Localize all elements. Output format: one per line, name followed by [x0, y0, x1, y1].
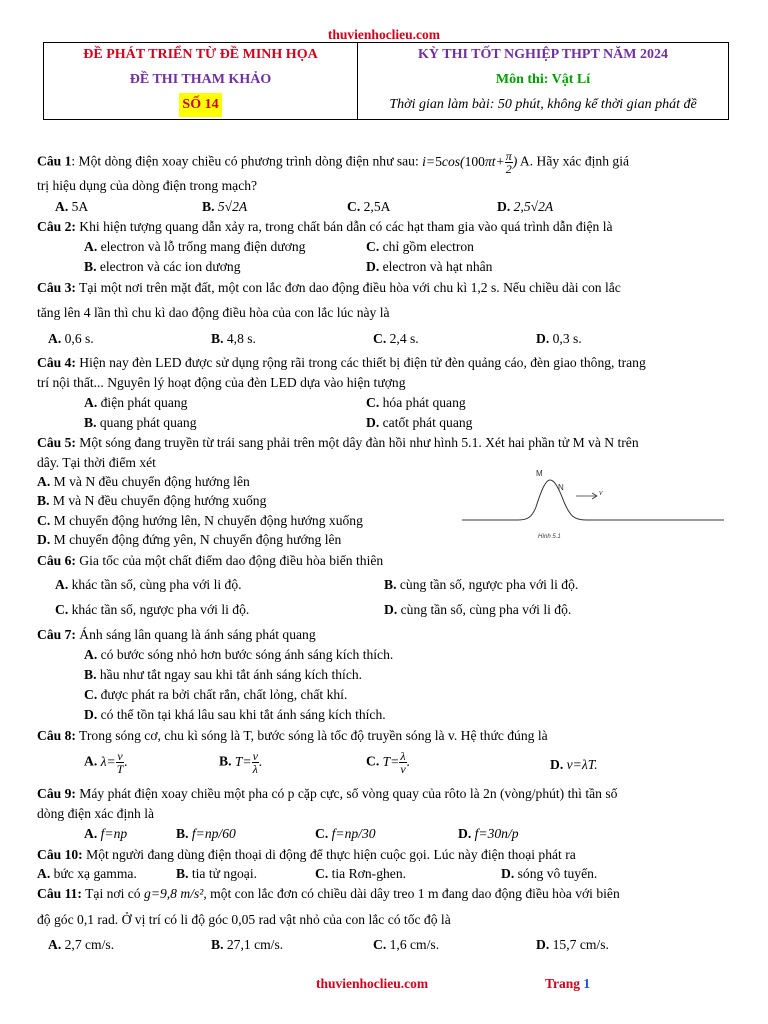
page-footer [0, 976, 768, 994]
q1-formula: i=5cos(100πt+ $\frac{\pi}{2}$ ) [422, 149, 518, 176]
q10-option-d[interactable]: D. sóng vô tuyến. [501, 866, 598, 881]
q11-g-value: g=9,8 m/s² [144, 886, 204, 901]
q9-option-c[interactable]: C. f=np/30 [315, 826, 376, 841]
q3-option-d[interactable]: D. 0,3 s. [536, 331, 582, 346]
q5-option-c[interactable]: C. M chuyển động hướng lên, N chuyển động hướng xuống [37, 513, 363, 528]
q2-option-a[interactable]: A. electron và lỗ trống mang điện dương [84, 239, 306, 254]
header-left [44, 43, 358, 119]
q9-stem-2: dòng điện xác định là [37, 806, 155, 821]
q1-option-b[interactable]: B. 5√2A [202, 199, 248, 214]
q6-option-c[interactable]: C. khác tần số, ngược pha với li độ. [55, 602, 250, 617]
header-title: ĐỀ PHÁT TRIỂN TỪ ĐỀ MINH HỌA [83, 47, 318, 62]
q7-stem: Câu 7: Ánh sáng lân quang là ánh sáng phát quang [37, 627, 316, 642]
q1-option-a[interactable]: A. 5A [55, 199, 89, 214]
q7-option-d[interactable]: D. có thể tồn tại khá lâu sau khi tắt ánh sáng kích thích. [84, 707, 386, 722]
q10-option-a[interactable]: A. bức xạ gamma. [37, 866, 137, 881]
header-right [358, 43, 728, 119]
q3-stem-2: tăng lên 4 lần thì chu kì dao động điều hòa của con lắc lúc này là [37, 305, 390, 320]
q9-stem-1: Câu 9: Máy phát điện xoay chiều một pha có p cặp cực, số vòng quay của rôto là 2n (vòng/phút) thì tần số [37, 786, 618, 801]
q7-option-a[interactable]: A. có bước sóng nhỏ hơn bước sóng ánh sáng kích thích. [84, 647, 394, 662]
site-watermark-top[interactable]: thuvienhoclieu.com [327, 27, 441, 42]
q4-option-c[interactable]: C. hóa phát quang [366, 395, 466, 410]
q9-option-d[interactable]: D. f=30n/p [458, 826, 519, 841]
q2-stem: Câu 2: Khi hiện tượng quang dẫn xảy ra, trong chất bán dẫn có các hạt tham gia vào quá trình dẫn điện là [37, 219, 613, 234]
exam-number: SỐ 14 [179, 93, 221, 117]
fig-label-m: M [536, 469, 543, 478]
q8-stem: Câu 8: Trong sóng cơ, chu kì sóng là T, bước sóng là tốc độ truyền sóng là v. Hệ thức đúng là [37, 728, 548, 743]
time-limit: Thời gian làm bài: 50 phút, không kể thời gian phát đề [389, 97, 697, 112]
q1-line1: Câu 1: Một dòng điện xoay chiều có phương trình dòng điện như sau: i=5cos(100πt+ $\frac{\pi}{2}$ ) A. Hãy xác định giá [37, 149, 630, 176]
q4-option-d[interactable]: D. catốt phát quang [366, 415, 473, 430]
q2-option-b[interactable]: B. electron và các ion dương [84, 259, 241, 274]
q1-option-c[interactable]: C. 2,5A [347, 199, 391, 214]
q3-stem-1: Câu 3: Tại một nơi trên mặt đất, một con lắc đơn dao động điều hòa với chu kì 1,2 s. Nếu chiều dài con lắc [37, 280, 621, 295]
site-watermark-bottom[interactable]: thuvienhoclieu.com [316, 976, 429, 991]
q1-line2: trị hiệu dụng của dòng điện trong mạch? [37, 178, 258, 193]
q6-option-a[interactable]: A. khác tần số, cùng pha với li độ. [55, 577, 242, 592]
q11-stem-2: độ góc 0,1 rad. Ở vị trí có li độ góc 0,05 rad vật nhỏ của con lắc có tốc độ là [37, 912, 451, 927]
q6-stem: Câu 6: Gia tốc của một chất điểm dao động điều hòa biến thiên [37, 553, 384, 568]
q4-stem-1: Câu 4: Hiện nay đèn LED được sử dụng rộng rãi trong các thiết bị điện tử đèn quảng cáo, đèn giao thông, trang [37, 355, 646, 370]
q5-option-a[interactable]: A. M và N đều chuyển động hướng lên [37, 474, 250, 489]
q11-option-d[interactable]: D. 15,7 cm/s. [536, 937, 609, 952]
header-subtitle: ĐỀ THI THAM KHẢO [129, 72, 272, 87]
q11-stem-1: Câu 11: Tại nơi có g=9,8 m/s², một con lắc đơn có chiều dài dây treo 1 m đang dao động điều hòa với biên [37, 886, 620, 901]
exam-header [43, 42, 729, 120]
q3-option-a[interactable]: A. 0,6 s. [48, 331, 94, 346]
q2-option-c[interactable]: C. chỉ gồm electron [366, 239, 474, 254]
q7-option-b[interactable]: B. hầu như tắt ngay sau khi tắt ánh sáng kích thích. [84, 667, 363, 682]
q8-option-c[interactable]: C. T= $\frac{\lambda}{v}$ . [366, 749, 411, 776]
q4-stem-2: trí nội thất... Nguyên lý hoạt động của đèn LED dựa vào hiện tượng [37, 375, 406, 390]
q5-stem-2: dây. Tại thời điểm xét [37, 455, 156, 470]
q1-label: Câu 1 [37, 153, 72, 169]
q6-option-b[interactable]: B. cùng tần số, ngược pha với li độ. [384, 577, 579, 592]
q5-option-b[interactable]: B. M và N đều chuyển động hướng xuống [37, 493, 267, 508]
q3-option-c[interactable]: C. 2,4 s. [373, 331, 419, 346]
page-number: Trang 1 [545, 976, 591, 991]
fig-label-v: v [599, 488, 603, 497]
q5-stem-1: Câu 5: Một sóng đang truyền từ trái sang phải trên một dây đàn hồi như hình 5.1. Xét hai phần tử M và N trên [37, 435, 639, 450]
q2-option-d[interactable]: D. electron và hạt nhân [366, 259, 493, 274]
q4-option-a[interactable]: A. điện phát quang [84, 395, 188, 410]
q9-option-a[interactable]: A. f=np [84, 826, 128, 841]
exam-name: KỲ THI TỐT NGHIỆP THPT NĂM 2024 [418, 47, 668, 62]
fig-label-n: N [558, 483, 564, 492]
q10-option-b[interactable]: B. tia tử ngoại. [176, 866, 258, 881]
q5-option-d[interactable]: D. M chuyển động đứng yên, N chuyển động hướng lên [37, 532, 342, 547]
q10-option-c[interactable]: C. tia Rơn-ghen. [315, 866, 407, 881]
q8-option-b[interactable]: B. T= $\frac{v}{\lambda}$ . [219, 749, 263, 776]
q1-text: : Một dòng điện xoay chiều có phương trình dòng điện như sau: [71, 153, 423, 169]
fig-caption: Hình 5.1 [538, 534, 561, 540]
q4-option-b[interactable]: B. quang phát quang [84, 415, 197, 430]
q1-option-d[interactable]: D. 2,5√2A [497, 199, 554, 214]
q9-option-b[interactable]: B. f=np/60 [176, 826, 236, 841]
q6-option-d[interactable]: D. cùng tần số, cùng pha với li độ. [384, 602, 572, 617]
q8-option-d[interactable]: D. v=λT. [550, 757, 598, 772]
wave-figure [458, 462, 728, 544]
q8-option-a[interactable]: A. λ= $\frac{v}{T}$ . [84, 749, 128, 776]
q11-option-c[interactable]: C. 1,6 cm/s. [373, 937, 440, 952]
q7-option-c[interactable]: C. được phát ra bởi chất rắn, chất lỏng, chất khí. [84, 687, 348, 702]
subject: Môn thi: Vật Lí [495, 72, 591, 87]
q3-option-b[interactable]: B. 4,8 s. [211, 331, 256, 346]
q11-option-b[interactable]: B. 27,1 cm/s. [211, 937, 284, 952]
q11-option-a[interactable]: A. 2,7 cm/s. [48, 937, 115, 952]
q10-stem: Câu 10: Một người đang dùng điện thoại di động để thực hiện cuộc gọi. Lúc này điện thoại phát ra [37, 847, 576, 862]
